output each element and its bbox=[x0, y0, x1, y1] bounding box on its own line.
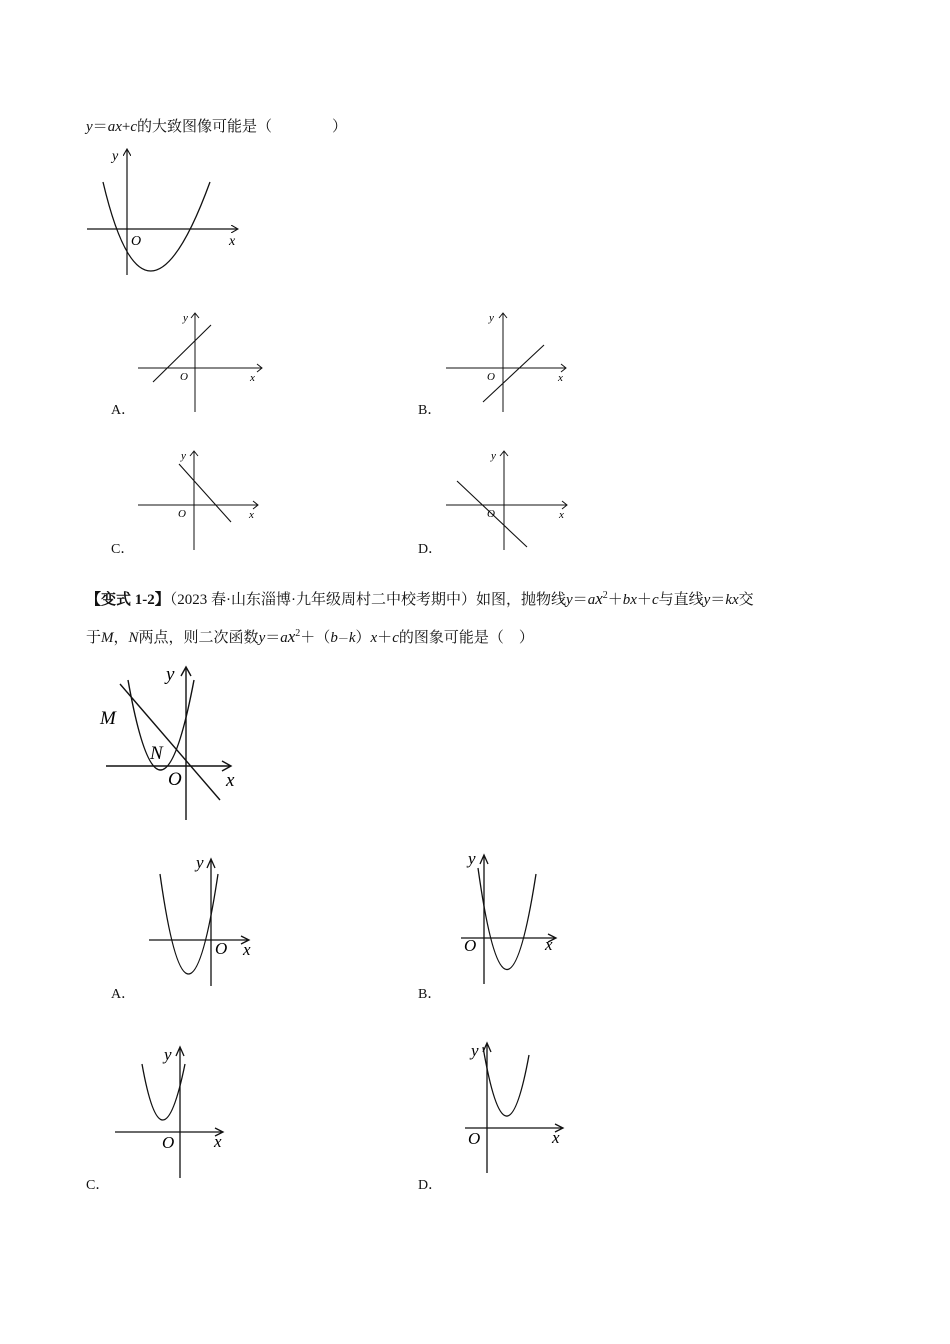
q2a-x-label: x bbox=[243, 940, 251, 959]
q2b-o-label: O bbox=[464, 936, 477, 955]
q2c-parabola-curve bbox=[142, 1064, 185, 1120]
q1a-x-label: x bbox=[250, 372, 255, 384]
q1-o-label: O bbox=[131, 234, 142, 249]
q2-option-c-letter[interactable]: C． bbox=[86, 1178, 110, 1193]
q1-x-label: x bbox=[229, 234, 236, 249]
q1c-line bbox=[179, 464, 231, 522]
q2-eq3-exp: 2 bbox=[295, 628, 301, 639]
q2-eq1-x: x bbox=[595, 589, 603, 608]
q2-eq3-x2: x bbox=[370, 630, 378, 646]
q2-end-line1: 交 bbox=[738, 592, 754, 608]
q1-option-d-letter[interactable]: D． bbox=[418, 542, 443, 557]
q1b-y-label: y bbox=[489, 312, 494, 324]
q2-mid-text: 与直线 bbox=[658, 592, 704, 608]
q2d-y-label: y bbox=[471, 1041, 479, 1060]
q1-stem-eq: ＝ bbox=[92, 119, 108, 135]
q2-stem-line1 bbox=[86, 589, 754, 610]
q2-option-d-graph bbox=[462, 1035, 582, 1175]
q1-option-b-graph bbox=[443, 308, 573, 416]
q2-eq3-a: a bbox=[280, 630, 288, 646]
q2-line2-end: 的图象可能是（ ） bbox=[398, 630, 534, 646]
q2-eq1-plus1: ＋ bbox=[607, 592, 623, 608]
q1b-x-label: x bbox=[558, 372, 563, 384]
q2d-o-label: O bbox=[468, 1129, 481, 1148]
q1d-o-label: O bbox=[487, 508, 495, 520]
q2-o-label: O bbox=[168, 769, 182, 790]
q2c-o-label: O bbox=[162, 1133, 175, 1152]
q2-option-c-graph bbox=[112, 1040, 232, 1180]
q2-eq1-y: y bbox=[566, 592, 573, 608]
q2-main-graph bbox=[98, 660, 248, 825]
q1-parabola-curve bbox=[103, 182, 210, 271]
q2-eq1-exp: 2 bbox=[602, 590, 608, 601]
q2d-x-label: x bbox=[552, 1128, 560, 1147]
q2-eq2-kx: kx bbox=[725, 592, 739, 608]
q2c-y-label: y bbox=[164, 1045, 172, 1064]
q2-m: M bbox=[101, 630, 114, 646]
q2-eq3-k: k bbox=[348, 630, 356, 646]
q1-y-label: y bbox=[112, 149, 119, 164]
q1-stem bbox=[86, 117, 347, 137]
q1d-y-label: y bbox=[491, 450, 496, 462]
q1-stem-plus: + bbox=[121, 119, 131, 135]
q2c-x-label: x bbox=[214, 1132, 222, 1151]
q2-option-a-letter[interactable]: A． bbox=[111, 987, 136, 1002]
q2-option-b-letter[interactable]: B． bbox=[418, 987, 442, 1002]
q2a-y-label: y bbox=[196, 853, 204, 872]
q2-eq3-close: ） bbox=[355, 630, 371, 646]
q2-eq1-a: a bbox=[587, 592, 596, 608]
q2-n: N bbox=[128, 630, 139, 646]
q1b-o-label: O bbox=[487, 371, 495, 383]
q2-eq3-plus2: ＋ bbox=[377, 630, 393, 646]
q2-eq3-minus: － bbox=[337, 633, 349, 645]
q1c-x-label: x bbox=[249, 509, 254, 521]
q1-option-c-graph bbox=[135, 446, 265, 554]
q2a-o-label: O bbox=[215, 939, 228, 958]
q2-eq1-bx: bx bbox=[622, 592, 637, 608]
q1-stem-y: y bbox=[86, 119, 93, 135]
q1-option-c-letter[interactable]: C． bbox=[111, 542, 135, 557]
q1c-o-label: O bbox=[178, 508, 186, 520]
q2-option-b-graph bbox=[458, 846, 578, 986]
q2-tag: 【变式 1-2】 bbox=[86, 592, 170, 608]
q2-eq3-y: y bbox=[258, 630, 266, 646]
q2-stem-line2 bbox=[86, 627, 534, 649]
q2-eq1-plus2: ＋ bbox=[636, 592, 652, 608]
q2-line2-mid: 两点，则二次函数 bbox=[138, 630, 259, 646]
q1a-y-label: y bbox=[183, 312, 188, 324]
q1-option-a-letter[interactable]: A． bbox=[111, 403, 136, 418]
q2-eq3-c: c bbox=[392, 630, 399, 646]
q2-m-label: M bbox=[100, 708, 116, 729]
q2-eq2-y: y bbox=[703, 592, 711, 608]
q2-eq2-eq: ＝ bbox=[710, 592, 726, 608]
q2-eq1-eq: ＝ bbox=[572, 592, 588, 608]
q2b-x-label: x bbox=[545, 935, 553, 954]
q2-option-d-letter[interactable]: D． bbox=[418, 1178, 443, 1193]
q2-y-label: y bbox=[166, 664, 175, 685]
q1-stem-ax: ax bbox=[107, 119, 122, 135]
q1c-y-label: y bbox=[181, 450, 186, 462]
q1-parabola-graph bbox=[85, 145, 245, 280]
q2-source: （2023 春·山东淄博·九年级周村二中校考期中）如图，抛物线 bbox=[169, 592, 566, 608]
q2-eq3-eq: ＝ bbox=[265, 630, 281, 646]
q2b-y-label: y bbox=[468, 849, 476, 868]
q2-comma: ， bbox=[113, 630, 129, 646]
q2-option-a-graph bbox=[146, 850, 266, 990]
q2d-parabola-curve bbox=[483, 1047, 529, 1116]
q1-option-d-graph bbox=[443, 446, 573, 554]
q1-stem-c: c bbox=[130, 119, 137, 135]
q2b-parabola-curve bbox=[478, 868, 536, 970]
q1a-o-label: O bbox=[180, 371, 188, 383]
q2-eq3-b: b bbox=[330, 630, 338, 646]
q2-line2-start: 于 bbox=[86, 630, 102, 646]
q2-eq1-c: c bbox=[651, 592, 659, 608]
q2-x-label: x bbox=[226, 770, 235, 791]
q2a-parabola-curve bbox=[160, 874, 218, 974]
q1-option-b-letter[interactable]: B． bbox=[418, 403, 442, 418]
q1-stem-rest: 的大致图像可能是（ ） bbox=[137, 119, 348, 135]
q1d-x-label: x bbox=[559, 509, 564, 521]
q2-eq3-plus: ＋（ bbox=[300, 630, 331, 646]
q1-option-a-graph bbox=[135, 308, 265, 416]
q2-n-label: N bbox=[150, 743, 163, 764]
q2-eq3-x: x bbox=[287, 627, 296, 646]
